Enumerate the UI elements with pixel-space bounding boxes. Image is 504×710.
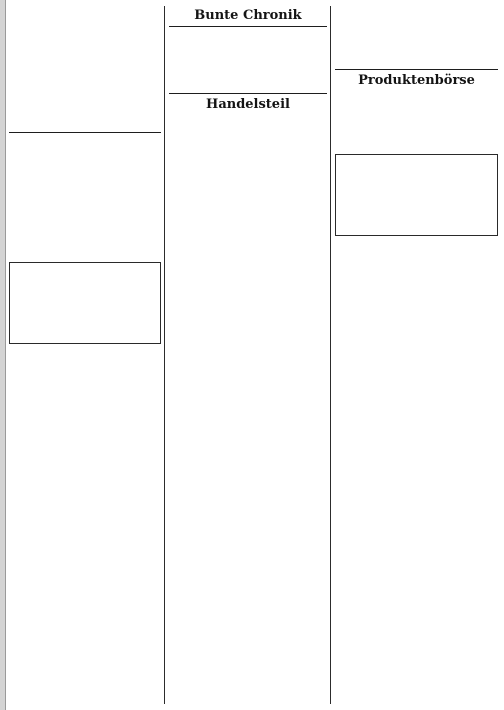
body-text — [169, 115, 327, 175]
column-3 — [335, 6, 498, 704]
figures-table — [335, 154, 498, 236]
body-text — [335, 91, 498, 151]
column-1 — [9, 6, 161, 704]
body-text — [9, 199, 161, 259]
body-text — [335, 6, 498, 66]
section-rule — [169, 26, 327, 27]
column-2 — [169, 6, 327, 704]
section-title-bunte-chronik: Bunte Chronik — [194, 8, 302, 23]
figures-table — [9, 262, 161, 344]
body-text — [9, 136, 161, 196]
section-rule — [9, 132, 161, 133]
page-binding-edge — [0, 0, 6, 710]
body-text — [9, 6, 161, 66]
column-rule — [164, 6, 165, 704]
body-text — [9, 69, 161, 129]
section-rule — [335, 69, 498, 70]
section-title-handelsteil: Handelsteil — [206, 97, 290, 112]
body-text — [169, 30, 327, 90]
section-title-produktenboerse: Produktenbörse — [358, 73, 475, 88]
section-rule — [169, 93, 327, 94]
column-rule — [330, 6, 331, 704]
